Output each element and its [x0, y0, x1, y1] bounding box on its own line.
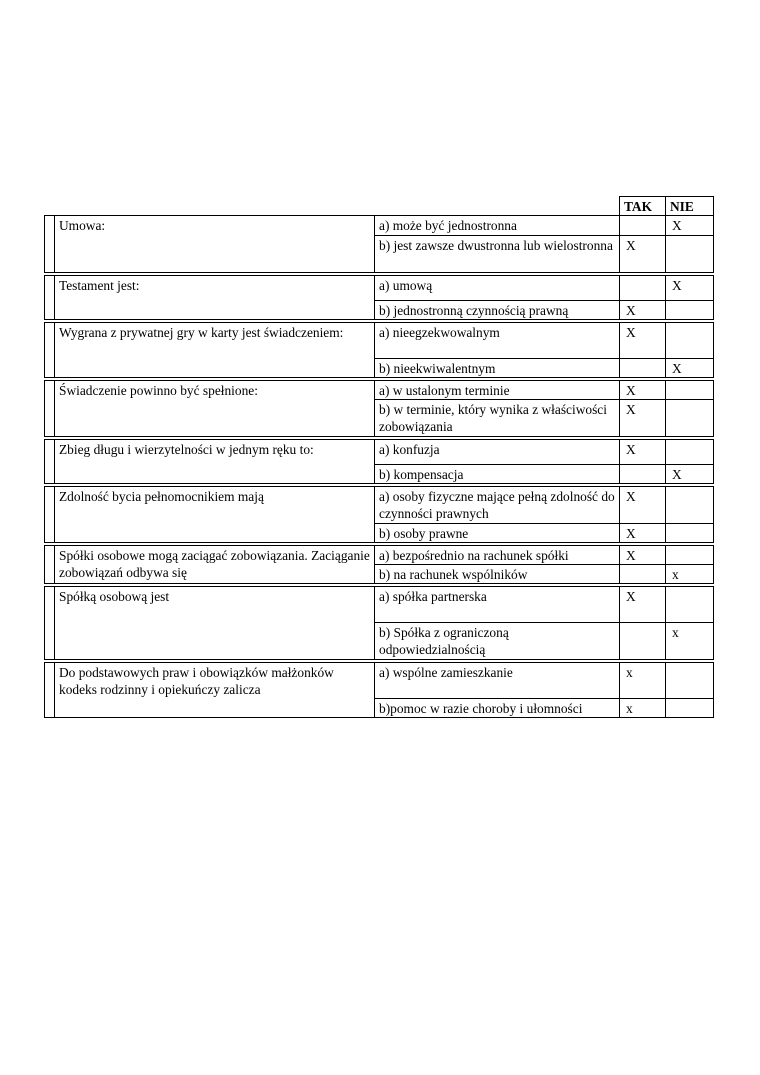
answer-text: b)pomoc w razie choroby i ułomności [375, 699, 620, 718]
table-row [45, 323, 714, 359]
answer-text: a) umową [375, 276, 620, 301]
header-spacer [55, 197, 375, 216]
answer-text: b) osoby prawne [375, 524, 620, 543]
tak-mark: X [620, 236, 666, 273]
nie-mark [666, 400, 714, 437]
question-text: Spółką osobową jest [55, 587, 375, 660]
row-marker [45, 216, 55, 273]
question-text: Zbieg długu i wierzytelności w jednym ręku to: [55, 440, 375, 484]
nie-mark [666, 440, 714, 465]
answer-text: b) Spółka z ograniczoną odpowiedzialnością [375, 623, 620, 660]
table-row [45, 276, 714, 301]
nie-mark: X [666, 276, 714, 301]
answer-text: a) spółka partnerska [375, 587, 620, 623]
nie-mark [666, 487, 714, 524]
nie-mark [666, 381, 714, 400]
nie-mark: x [666, 623, 714, 660]
nie-mark [666, 699, 714, 718]
header-spacer [45, 197, 55, 216]
answer-text: a) nieegzekwowalnym [375, 323, 620, 359]
tak-mark: X [620, 524, 666, 543]
tak-mark [620, 359, 666, 378]
nie-mark [666, 587, 714, 623]
table-row [45, 440, 714, 465]
answer-text: b) nieekwiwalentnym [375, 359, 620, 378]
column-header-nie: NIE [666, 197, 714, 216]
table-row [45, 487, 714, 524]
row-marker [45, 323, 55, 378]
table-row [45, 546, 714, 565]
answer-text: a) może być jednostronna [375, 216, 620, 236]
nie-mark [666, 236, 714, 273]
answer-text: b) jest zawsze dwustronna lub wielostronna [375, 236, 620, 273]
nie-mark: X [666, 465, 714, 484]
nie-mark: X [666, 216, 714, 236]
tak-mark: X [620, 546, 666, 565]
tak-mark: X [620, 301, 666, 320]
table-row [45, 587, 714, 623]
nie-mark [666, 546, 714, 565]
answer-text: a) konfuzja [375, 440, 620, 465]
nie-mark [666, 323, 714, 359]
answer-text: a) w ustalonym terminie [375, 381, 620, 400]
tak-mark: X [620, 381, 666, 400]
row-marker [45, 381, 55, 437]
row-marker [45, 487, 55, 543]
answer-text: b) na rachunek wspólników [375, 565, 620, 584]
row-marker [45, 587, 55, 660]
tak-mark [620, 623, 666, 660]
tak-mark [620, 276, 666, 301]
quiz-table [44, 196, 714, 718]
answer-text: b) jednostronną czynnością prawną [375, 301, 620, 320]
tak-mark: x [620, 663, 666, 699]
question-text: Do podstawowych praw i obowiązków małżonków kodeks rodzinny i opiekuńczy zalicza [55, 663, 375, 718]
question-text: Spółki osobowe mogą zaciągać zobowiązania. Zaciąganie zobowiązań odbywa się [55, 546, 375, 584]
nie-mark: X [666, 359, 714, 378]
answer-text: a) bezpośrednio na rachunek spółki [375, 546, 620, 565]
table-row [45, 216, 714, 236]
tak-mark: x [620, 699, 666, 718]
nie-mark [666, 663, 714, 699]
answer-text: b) w terminie, który wynika z właściwości zobowiązania [375, 400, 620, 437]
tak-mark: X [620, 400, 666, 437]
row-marker [45, 546, 55, 584]
row-marker [45, 440, 55, 484]
table-row [45, 381, 714, 400]
column-header-tak: TAK [620, 197, 666, 216]
question-text: Umowa: [55, 216, 375, 273]
question-text: Testament jest: [55, 276, 375, 320]
tak-mark [620, 565, 666, 584]
answer-text: a) wspólne zamieszkanie [375, 663, 620, 699]
tak-mark: X [620, 487, 666, 524]
row-marker [45, 663, 55, 718]
table-row [45, 663, 714, 699]
tak-mark: X [620, 323, 666, 359]
answer-text: a) osoby fizyczne mające pełną zdolność do czynności prawnych [375, 487, 620, 524]
tak-mark [620, 465, 666, 484]
nie-mark [666, 301, 714, 320]
tak-mark: X [620, 440, 666, 465]
header-row [45, 197, 714, 216]
tak-mark [620, 216, 666, 236]
question-text: Świadczenie powinno być spełnione: [55, 381, 375, 437]
nie-mark: x [666, 565, 714, 584]
answer-text: b) kompensacja [375, 465, 620, 484]
nie-mark [666, 524, 714, 543]
tak-mark: X [620, 587, 666, 623]
header-spacer [375, 197, 620, 216]
question-text: Zdolność bycia pełnomocnikiem mają [55, 487, 375, 543]
row-marker [45, 276, 55, 320]
question-text: Wygrana z prywatnej gry w karty jest świadczeniem: [55, 323, 375, 378]
